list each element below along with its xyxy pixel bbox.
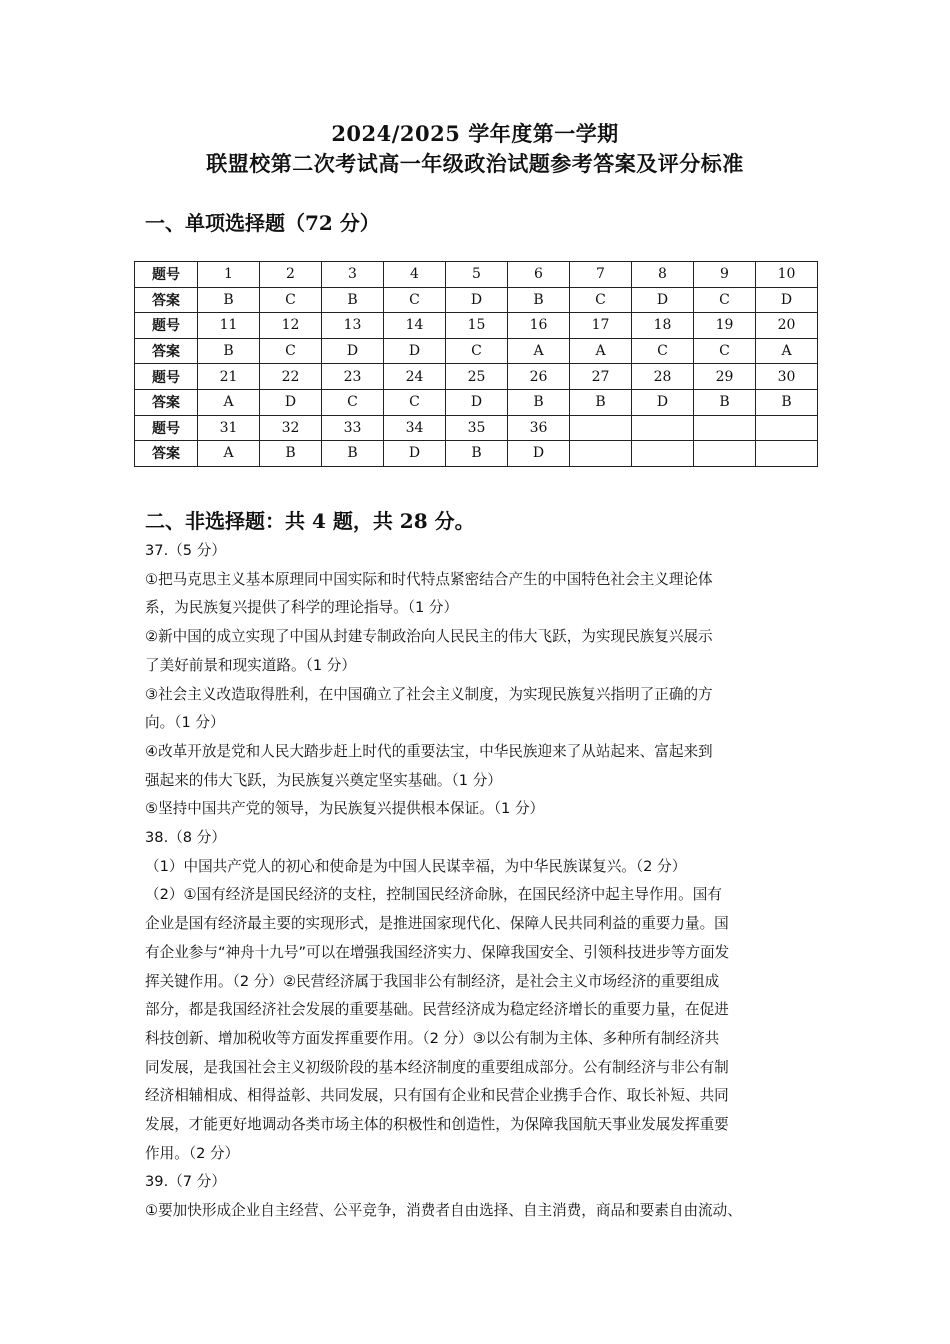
- answer-text-line: 了美好前景和现实道路。（1 分）: [145, 656, 356, 674]
- answer-row: [135, 287, 818, 313]
- answer-text-line: 39.（7 分）: [145, 1173, 226, 1191]
- doc-title-line1: 2024/2025 学年度第一学期: [331, 121, 619, 146]
- answer-text-line: 科技创新、增加税收等方面发挥重要作用。（2 分）③以公有制为主体、多种所有制经济共: [145, 1029, 720, 1047]
- doc-title-line2: 联盟校第二次考试高一年级政治试题参考答案及评分标准: [206, 151, 744, 176]
- row-label-answer: 答案: [135, 338, 198, 364]
- question-number-cell: 10: [756, 262, 818, 288]
- question-number-cell: [756, 415, 818, 441]
- answer-cell: B: [198, 287, 260, 313]
- answer-cell: D: [632, 287, 694, 313]
- section1-heading: 一、单项选择题（72 分）: [145, 211, 380, 235]
- question-number-cell: 4: [384, 262, 446, 288]
- answer-text-line: 有企业参与“神舟十九号”可以在增强我国经济实力、保障我国安全、引领科技进步等方面发: [145, 943, 730, 961]
- answer-cell: C: [694, 338, 756, 364]
- question-number-cell: 2: [260, 262, 322, 288]
- question-number-cell: 33: [322, 415, 384, 441]
- answer-text-line: ③社会主义改造取得胜利，在中国确立了社会主义制度，为实现民族复兴指明了正确的方: [145, 685, 713, 703]
- answer-cell: B: [322, 441, 384, 467]
- question-number-cell: 5: [446, 262, 508, 288]
- question-number-cell: 22: [260, 364, 322, 390]
- question-number-row: [135, 262, 818, 288]
- answer-cell: C: [632, 338, 694, 364]
- answer-cell: A: [198, 441, 260, 467]
- question-number-cell: 17: [570, 313, 632, 339]
- answer-cell: D: [446, 287, 508, 313]
- answer-cell: B: [260, 441, 322, 467]
- answer-text-line: 发展，才能更好地调动各类市场主体的积极性和创造性，为保障我国航天事业发展发挥重要: [145, 1116, 729, 1134]
- answer-cell: D: [632, 389, 694, 415]
- answer-cell: B: [694, 389, 756, 415]
- question-number-cell: 14: [384, 313, 446, 339]
- answer-text-line: 强起来的伟大飞跃，为民族复兴奠定坚实基础。（1 分）: [145, 771, 502, 789]
- answer-cell: C: [260, 338, 322, 364]
- question-number-cell: 34: [384, 415, 446, 441]
- answer-cell: D: [756, 287, 818, 313]
- answer-row: [135, 441, 818, 467]
- question-number-row: [135, 364, 818, 390]
- answer-cell: C: [570, 287, 632, 313]
- question-number-cell: 31: [198, 415, 260, 441]
- answer-table: [134, 261, 818, 467]
- answer-cell: C: [260, 287, 322, 313]
- row-label-answer: 答案: [135, 287, 198, 313]
- answer-cell: C: [322, 389, 384, 415]
- answer-cell: B: [508, 389, 570, 415]
- answer-text-line: 38.（8 分）: [145, 829, 226, 847]
- answer-row: [135, 338, 818, 364]
- answer-text-line: 挥关键作用。（2 分）②民营经济属于我国非公有制经济，是社会主义市场经济的重要组成: [145, 972, 720, 990]
- answer-cell: [570, 441, 632, 467]
- answer-text-line: （2）①国有经济是国民经济的支柱，控制国民经济命脉，在国民经济中起主导作用。国有: [145, 886, 722, 904]
- answer-text-line: 经济相辅相成、相得益彰、共同发展，只有国有企业和民营企业携手合作、取长补短、共同: [145, 1087, 729, 1105]
- question-number-cell: 15: [446, 313, 508, 339]
- answer-cell: B: [756, 389, 818, 415]
- question-number-cell: 11: [198, 313, 260, 339]
- question-number-cell: 20: [756, 313, 818, 339]
- question-number-cell: 23: [322, 364, 384, 390]
- answer-text-line: （1）中国共产党人的初心和使命是为中国人民谋幸福，为中华民族谋复兴。（2 分）: [145, 857, 687, 875]
- question-number-cell: 26: [508, 364, 570, 390]
- answer-cell: C: [384, 287, 446, 313]
- answer-cell: B: [570, 389, 632, 415]
- answer-cell: A: [198, 389, 260, 415]
- answer-text-line: 企业是国有经济最主要的实现形式，是推进国家现代化、保障人民共同利益的重要力量。国: [145, 915, 729, 933]
- answer-cell: D: [508, 441, 570, 467]
- question-number-cell: 27: [570, 364, 632, 390]
- row-label-answer: 答案: [135, 389, 198, 415]
- question-number-row: [135, 313, 818, 339]
- answer-row: [135, 389, 818, 415]
- answer-cell: B: [198, 338, 260, 364]
- answer-text-line: 作用。（2 分）: [145, 1144, 240, 1162]
- answer-text-line: 部分，都是我国经济社会发展的重要基础。民营经济成为稳定经济增长的重要力量，在促进: [145, 1001, 729, 1019]
- answer-text-line: ①要加快形成企业自主经营、公平竞争，消费者自由选择、自主消费，商品和要素自由流动、: [145, 1202, 742, 1220]
- question-number-cell: 3: [322, 262, 384, 288]
- section2-heading: 二、非选择题：共 4 题，共 28 分。: [145, 509, 475, 533]
- question-number-cell: 19: [694, 313, 756, 339]
- answer-cell: C: [694, 287, 756, 313]
- answer-cell: B: [508, 287, 570, 313]
- answer-text-line: ①把马克思主义基本原理同中国实际和时代特点紧密结合产生的中国特色社会主义理论体: [145, 570, 713, 588]
- question-number-cell: 9: [694, 262, 756, 288]
- question-number-cell: 25: [446, 364, 508, 390]
- question-number-cell: 8: [632, 262, 694, 288]
- row-label-question: 题号: [135, 415, 198, 441]
- answer-cell: D: [322, 338, 384, 364]
- question-number-cell: 36: [508, 415, 570, 441]
- question-number-cell: 29: [694, 364, 756, 390]
- row-label-question: 题号: [135, 313, 198, 339]
- question-number-cell: 16: [508, 313, 570, 339]
- question-number-cell: 32: [260, 415, 322, 441]
- answer-cell: C: [446, 338, 508, 364]
- answer-body: [145, 537, 810, 1226]
- row-label-question: 题号: [135, 262, 198, 288]
- answer-text-line: ④改革开放是党和人民大踏步赶上时代的重要法宝，中华民族迎来了从站起来、富起来到: [145, 742, 713, 760]
- answer-cell: D: [384, 338, 446, 364]
- question-number-cell: 28: [632, 364, 694, 390]
- answer-cell: D: [260, 389, 322, 415]
- answer-cell: B: [322, 287, 384, 313]
- row-label-question: 题号: [135, 364, 198, 390]
- answer-text-line: 向。（1 分）: [145, 714, 225, 732]
- answer-text-line: ②新中国的成立实现了中国从封建专制政治向人民民主的伟大飞跃，为实现民族复兴展示: [145, 628, 713, 646]
- question-number-cell: 1: [198, 262, 260, 288]
- answer-cell: A: [570, 338, 632, 364]
- question-number-cell: 18: [632, 313, 694, 339]
- question-number-cell: 7: [570, 262, 632, 288]
- answer-cell: D: [446, 389, 508, 415]
- answer-text-line: 系，为民族复兴提供了科学的理论指导。（1 分）: [145, 599, 459, 617]
- answer-text-line: 37.（5 分）: [145, 542, 226, 559]
- answer-cell: A: [508, 338, 570, 364]
- answer-cell: [632, 441, 694, 467]
- answer-cell: C: [384, 389, 446, 415]
- question-number-cell: 24: [384, 364, 446, 390]
- answer-cell: D: [384, 441, 446, 467]
- answer-cell: B: [446, 441, 508, 467]
- answer-text-line: ⑤坚持中国共产党的领导，为民族复兴提供根本保证。（1 分）: [145, 800, 545, 818]
- question-number-cell: 13: [322, 313, 384, 339]
- answer-text-line: 同发展，是我国社会主义初级阶段的基本经济制度的重要组成部分。公有制经济与非公有制: [145, 1058, 729, 1076]
- question-number-row: [135, 415, 818, 441]
- question-number-cell: 21: [198, 364, 260, 390]
- question-number-cell: 12: [260, 313, 322, 339]
- question-number-cell: [694, 415, 756, 441]
- answer-cell: [756, 441, 818, 467]
- answer-cell: [694, 441, 756, 467]
- question-number-cell: 35: [446, 415, 508, 441]
- question-number-cell: 30: [756, 364, 818, 390]
- answer-cell: A: [756, 338, 818, 364]
- question-number-cell: [632, 415, 694, 441]
- question-number-cell: [570, 415, 632, 441]
- row-label-answer: 答案: [135, 441, 198, 467]
- question-number-cell: 6: [508, 262, 570, 288]
